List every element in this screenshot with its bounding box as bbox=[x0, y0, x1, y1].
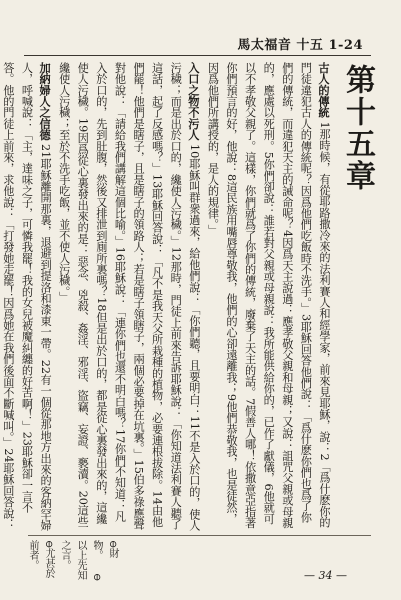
section-text: 21耶穌離開那裏，退避到提洛和漆東一帶。22有一個從那地方出來的客納罕婦人，呼喊說：「主，達味之子，可憐我罷！我的女兒被魔糾纏的好苦啊！」23耶穌卻一言不答。他的門徒上前來，求他說：「打發她走罷！因爲她在我們後面不斷喊叫。」24耶穌回答說： bbox=[1, 62, 53, 531]
footnote: ⊖尤甚於前者。 bbox=[27, 540, 54, 579]
section-heading: 入口之物不污人 bbox=[186, 62, 201, 141]
header-rule bbox=[24, 55, 371, 56]
body-text bbox=[1, 62, 333, 532]
section-text: 1那時候，有從耶路撒冷來的法利賽人和經學家，前來見耶穌，說：2「爲什麽你的門徒違犯古人的傳統呢？因爲他們吃飯時不洗手。」3耶穌回答他們說：「爲什麽你們也爲了你們的傳統，而違犯天主的誡命呢？4因爲天主說過：應孝敬父親和母親；又說：詛咒父親或母親的，應處以死刑。5你們卻說：誰若對父親或母親說：我所能供給你的，已作了獻儀，6他就可以不孝敬父親了。這樣，你們就爲了你們的傳統，廢棄了天主的話。7假善人哪！依撒意亞指著你們預言的好，他說：8這民族用嘴唇尊敬我，他們的心卻遠離我；9他們恭敬我，也是徒然，因爲他們所講授的，是人的規律。」 bbox=[206, 62, 331, 529]
footnotes bbox=[24, 540, 120, 584]
footnote: ⊖以上先知之言。 bbox=[59, 540, 102, 582]
page-number: — 34 — bbox=[304, 569, 347, 582]
footnote-rule bbox=[28, 535, 371, 536]
footnote: ⊖財物。 bbox=[91, 540, 118, 560]
section-heading: 古人的傳統 bbox=[317, 62, 331, 118]
section-3 bbox=[0, 62, 54, 532]
section-heading: 加納婦人之信德 bbox=[38, 62, 53, 141]
chapter-title: 第十五章 bbox=[340, 64, 375, 192]
section-text: 10耶穌叫群衆過來，給他們說：「你們聽，且要明白：11不是入於口的，使人污穢；而是出於口的，纔使人污穢。」12那時，門徒上前來告訴耶穌說：「你知道法利賽人聽了這話，起了反感嗎？」13耶穌回答說：「凡不是我天父所栽種的植物，必要連根拔除。14由他們罷！他們是瞎子，且是瞎子的領路人；若是瞎子領瞎子，兩個必要掉在坑裏。」15伯多祿應聲對他說：「請給我們講解這個比喻。」16耶穌說：「連你們也還不明白嗎？17你們不知道：凡入於口的，先到肚腹，然後又排泄到廁所裏嗎？18但是出於口的，都是從心裏發出來的，這纔使人污穢。19因爲從心裏發出來的是：惡念、兇殺、姦淫、邪淫、盜竊、妄證、褻瀆。20這些纔使人污穢；至於不洗手吃飯，並不使人污穢。」 bbox=[57, 62, 201, 531]
section-2 bbox=[54, 62, 203, 532]
section-1 bbox=[203, 62, 333, 532]
running-header: 馬太福音 十五 1-24 bbox=[237, 38, 363, 53]
